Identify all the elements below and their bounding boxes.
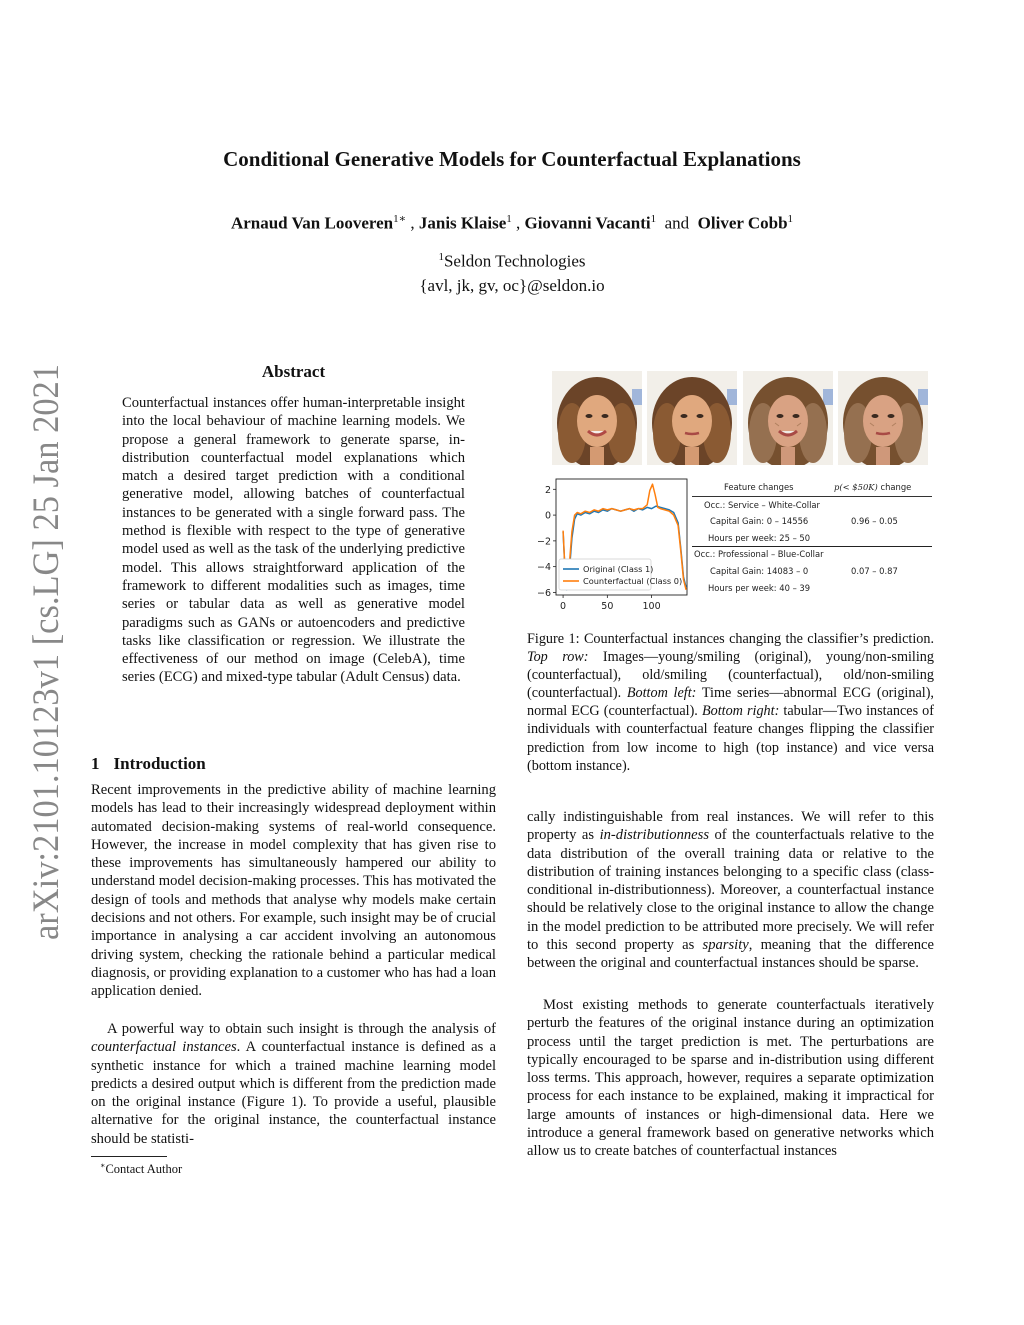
col2-p1-emphasis-1: in-distributionness <box>599 827 710 844</box>
face-image-young-non-smiling <box>647 371 737 465</box>
col2-p1-emphasis-2: sparsity <box>702 937 749 954</box>
table-cell-probability-2: 0.07 – 0.87 <box>851 566 898 576</box>
x-tick-label: 0 <box>560 601 567 612</box>
table-rule <box>692 546 932 547</box>
footnote-mark: ∗ <box>100 1161 106 1170</box>
section-number: 1 <box>91 754 100 773</box>
x-tick-label: 50 <box>601 601 614 612</box>
table-cell-occupation-1: Occ.: Service – White-Collar <box>704 500 820 510</box>
author-name: Giovanni Vacanti <box>524 213 651 233</box>
x-tick-label: 100 <box>642 601 661 612</box>
arxiv-stamp-text: arXiv:2101.10123v1 [cs.LG] 25 Jan 2021 <box>26 360 67 940</box>
affiliation-mark: 1 <box>438 251 444 263</box>
caption-right-label: Bottom right: <box>701 703 780 720</box>
author-name: Janis Klaise <box>418 213 507 233</box>
y-tick-label: −4 <box>536 562 551 574</box>
footnote <box>100 1161 182 1177</box>
caption-intro: Counterfactual instances changing the classifier’s prediction. <box>579 631 935 647</box>
intro-p2-emphasis: counterfactual instances <box>91 1039 237 1056</box>
table-header-probability-change <box>834 482 911 492</box>
legend-label-original: Original (Class 1) <box>583 564 654 574</box>
col2-p1-text-c: , meaning that the difference between the original and counterfactual instances should be sparse. <box>527 937 934 972</box>
affiliation-block <box>0 245 1024 298</box>
probability-change-label: change <box>877 482 912 492</box>
col2-paragraph-2: Most existing methods to generate counterfactuals iteratively perturb the features of the original instance during an optimization process until the target prediction is met. The perturbations are typically encouraged to be sparse and in-distribution using different loss terms. This approach, however, requires a separate optimization process for each instance to be explained, making it impractical for large amounts of instances or high-dimensional data. Here we introduce a general framework based on generative networks which allow us to create batches of counterfactual instances <box>527 997 934 1160</box>
caption-top-label: Top row: <box>527 649 589 666</box>
author-mark: 1 <box>650 213 657 225</box>
arxiv-stamp <box>16 360 70 960</box>
author-name: Oliver Cobb <box>697 213 788 233</box>
affiliation-name: Seldon Technologies <box>443 251 586 271</box>
author-mark: 1 <box>506 213 512 225</box>
table-cell-hours-1: Hours per week: 25 – 50 <box>708 533 811 543</box>
footnote-rule <box>91 1156 167 1157</box>
author-separator: , <box>410 213 415 233</box>
caption-label: Figure 1: <box>527 631 580 647</box>
author-mark: 1∗ <box>393 213 407 225</box>
table-header-feature-changes: Feature changes <box>724 482 794 492</box>
author-name: Arnaud Van Looveren <box>230 213 394 233</box>
intro-p2-text-b: . A counterfactual instance is defined as a synthetic instance for which a trained machine learning model predicts a desired output which is different from the prediction made on the original instance (Figure 1). To provide a useful, plausible alternative for the original instance, the counterfactual instance should be statisti- <box>91 1039 496 1147</box>
author-separator: , <box>515 213 521 233</box>
affiliation-email: {avl, jk, gv, oc}@seldon.io <box>419 275 605 295</box>
legend-label-counterfactual: Counterfactual (Class 0) <box>583 576 683 586</box>
y-tick-label: 2 <box>544 484 551 496</box>
intro-paragraph-2 <box>91 1020 496 1148</box>
section-title: Introduction <box>113 754 206 773</box>
abstract-text: Counterfactual instances offer human-interpretable insight into the local behaviour of machine learning models. We propose a general framework to generate sparse, in-distribution counterfactual model explanations which match a desired target prediction with a conditional generative model, allowing batches of counterfactual instances to be generated with a single forward pass. The method is flexible with respect to the type of generative model used as well as the task of the underlying predictive model. This allows straightforward application of the framework to different modalities such as images, time series or tabular data as well as generative model paradigms such as GANs or autoencoders and predictive tasks like classification or regression. We illustrate the effectiveness of our method on image (CelebA), time series (ECG) and mixed-type tabular (Adult Census) data. <box>122 395 465 686</box>
y-tick-label: 0 <box>544 510 551 522</box>
footnote-text: Contact Author <box>105 1162 183 1177</box>
y-tick-label: −6 <box>536 587 551 599</box>
author-mark: 1 <box>787 213 794 225</box>
col2-paragraph-1 <box>527 808 934 973</box>
face-image-old-smiling <box>743 371 833 465</box>
ecg-chart <box>528 470 692 618</box>
paper-title: Conditional Generative Models for Counterfactual Explanations <box>223 147 801 171</box>
caption-left-text: Time series—abnormal ECG (original), normal ECG (counterfactual). <box>527 685 934 720</box>
caption-right-text: tabular—Two instances of individuals with counterfactual feature changes flipping the classifier prediction from low income to high (top instance) and vice versa (bottom instance). <box>527 703 934 774</box>
abstract-heading: Abstract <box>261 362 326 381</box>
author-and: and <box>664 213 690 233</box>
face-image-old-non-smiling <box>838 371 928 465</box>
table-cell-hours-2: Hours per week: 40 – 39 <box>708 583 811 593</box>
probability-symbol: p(< $50K) <box>834 482 878 492</box>
intro-p2-text-a: A powerful way to obtain such insight is through the analysis of <box>107 1021 496 1037</box>
col2-p1-text-b: of the counterfactuals relative to the data distribution of the overall training data or relative to the distribution of training instances belonging to a specific class (class-conditional in-distributionness). Moreover, a counterfactual instance should be relatively close to the original instance to allow the change in the model prediction to be attributed more precisely. We will refer to this second property as <box>527 827 934 954</box>
intro-paragraph-1: Recent improvements in the predictive ability of machine learning models has lead to their increasingly widespread deployment within automated decision-making systems of real-world consequence. However, the increase in model complexity that has given rise to these improvements has simultaneously hampered our ability to understand model decision-making processes. This has motivated the design of tools and methods that analyse why models make certain decisions and not others. For example, such insight may be of crucial importance in analysing a car accident involving an autonomous driving system, checking the rationale behind a particular medical diagnosis, or providing explanation to a customer who has had a loan application denied. <box>91 782 496 1000</box>
table-cell-occupation-2: Occ.: Professional – Blue-Collar <box>694 549 824 559</box>
table-cell-capital-gain-1: Capital Gain: 0 – 14556 <box>710 516 809 526</box>
face-image-young-smiling <box>552 371 642 465</box>
author-line <box>0 212 1024 234</box>
table-cell-probability-1: 0.96 – 0.05 <box>851 516 898 526</box>
caption-left-label: Bottom left: <box>626 685 697 702</box>
table-rule <box>692 496 932 497</box>
figure-caption <box>527 630 934 775</box>
chart-legend <box>559 559 682 590</box>
affiliation-line <box>0 245 1024 274</box>
y-tick-label: −2 <box>536 536 551 548</box>
feature-change-table <box>692 478 932 598</box>
caption-top-text: Images—young/smiling (original), young/non-smiling (counterfactual), old/smiling (counterfactual), old/non-smiling (counterfactual). <box>527 649 934 702</box>
col2-p1-text-a: cally indistinguishable from real instances. We will refer to this property as <box>527 809 934 844</box>
section-heading <box>91 754 206 774</box>
table-cell-capital-gain-2: Capital Gain: 14083 – 0 <box>710 566 809 576</box>
